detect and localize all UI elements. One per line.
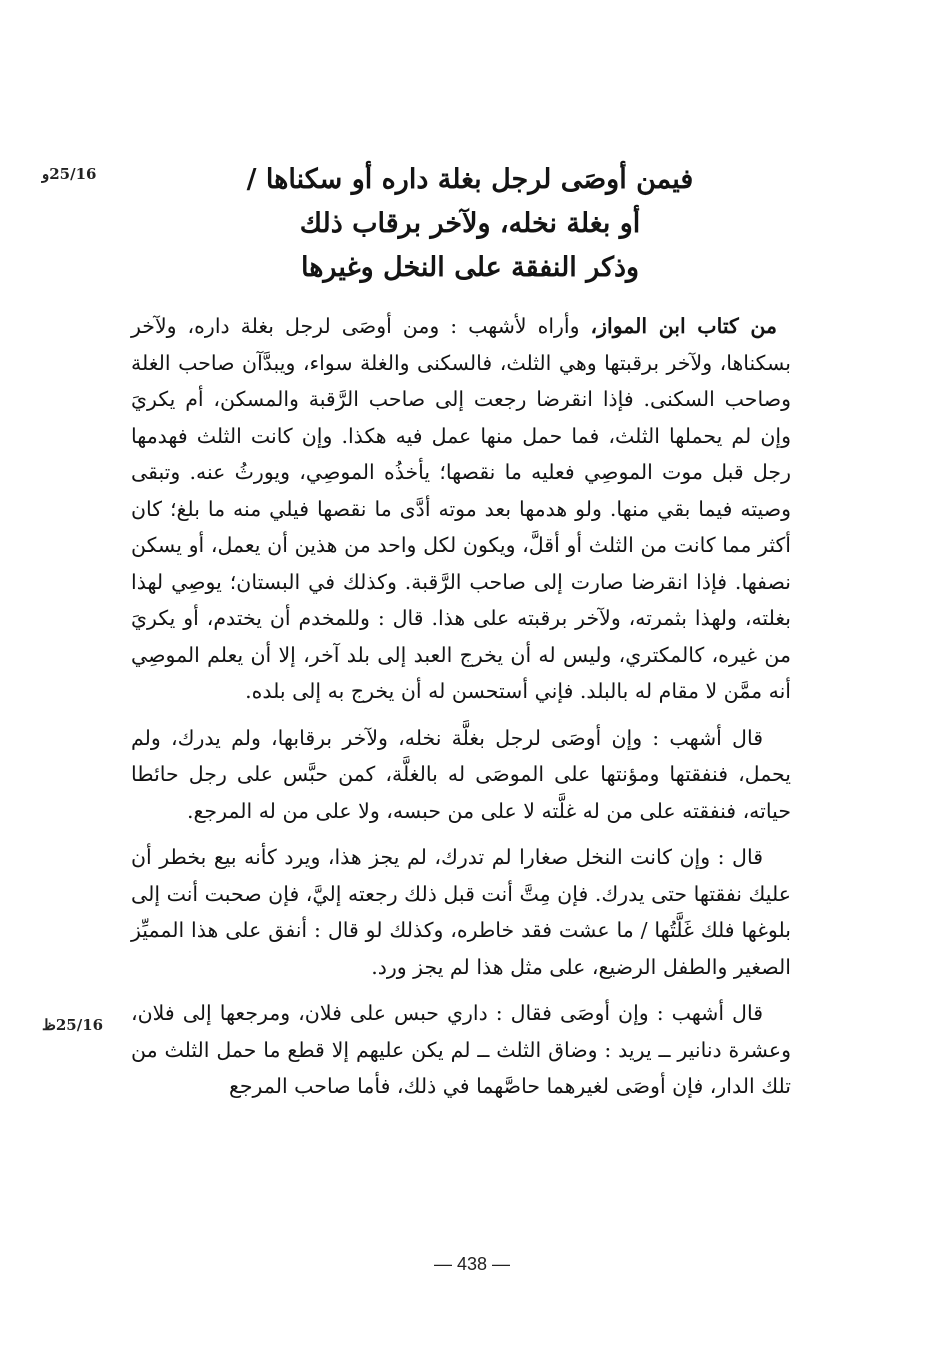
heading-line-3: وذكر النفقة على النخل وغيرها <box>300 252 640 283</box>
paragraph-1-text: وأراه لأشهب : ومن أوصَى لرجل بغلة داره، ولآخر بسكناها، ولآخر برقبتها وهي الثلث، فالسكنى والغلة سواء، ويبدَّآن صاحب الغلة وصاحب السكنى. فإذا انقرضا رجعت إلى صاحب الرَّقبة والمسكن، أم يكريَ وإن لم يحملها الثلث، فما حمل منها عمل فيه هكذا. وإن كانت الثلث فهدمها رجل قبل موت الموصِي فعليه ما نقصها؛ يأخذُه الموصِي، ويورثُ عنه. وتبقى وصيته فيما بقي منها. ولو هدمها بعد موته أدَّى ما نقصها فيلي منه ما بلغ؛ كان أكثر مما كانت من الثلث أو أقلَّ، ويكون لكل واحد من هذين أن يعمل، أو يسكن نصفها. فإذا انقرضا صارت إلى صاحب الرَّقبة. وكذلك في البستان؛ يوصِي لهذا بغلته، ولهذا بثمرته، ولآخر برقبته على هذا. قال : وللمخدم أن يختدم، أو يكريَ من غيره، كالمكتري، وليس له أن يخرج العبد إلى بلد آخر، إلا أن يعلم الموصِي أنه ممَّن لا مقام له بالبلد. فإني أستحسن له أن يخرج به إلى بلده. <box>131 314 791 703</box>
heading-line-2: أو بغلة نخله، ولآخر برقاب ذلك <box>299 208 641 239</box>
paragraph-2: قال أشهب : وإن أوصَى لرجل بغلَّة نخله، ولآخر برقابها، ولم يدرك، ولم يحمل، فنفقتها ومؤنتها على الموصَى له بالغلَّة، كمن حبَّس على رجل حائطا حياته، فنفقته على من له غلَّته لا على من حبسه، ولا على من له المرجع. <box>131 725 791 823</box>
chapter-heading <box>200 158 740 290</box>
paragraph-1 <box>131 308 791 710</box>
heading-line-1: فيمن أوصَى لرجل بغلة داره أو سكناها / <box>246 164 694 195</box>
source-citation: من كتاب ابن المواز، <box>590 314 777 338</box>
paragraph-3: قال : وإن كانت النخل صغارا لم تدرك، لم يجز هذا، ويرد كأنه بيع بخطر أن عليك نفقتها حتى يدرك. فإن مِتَّ أنت قبل ذلك رجعته إليَّ، فإن صحبت أنت إلى بلوغها فلك غَلَّتُها / ما عشت فقد خاطره، وكذلك لو قال : أنفق على هذا المميِّز الصغير والطفل الرضيع، على مثل هذا لم يجز ورد. <box>131 845 791 979</box>
body-text <box>131 308 791 1115</box>
margin-folio-note-bottom: 25/16ظ <box>42 1016 104 1034</box>
page-number: — 438 — <box>433 1254 511 1274</box>
paragraph-4: قال أشهب : وإن أوصَى فقال : داري حبس على فلان، ومرجعها إلى فلان، وعشرة دنانير ــ يريد : وضاق الثلث ــ لم يكن عليهم إلا قطع ما حمل الثلث من تلك الدار، فإن أوصَى لغيرهما حاصَّهما في ذلك، فأما صاحب المرجع <box>131 1001 791 1098</box>
margin-folio-note-top: 25/16و <box>42 165 97 183</box>
